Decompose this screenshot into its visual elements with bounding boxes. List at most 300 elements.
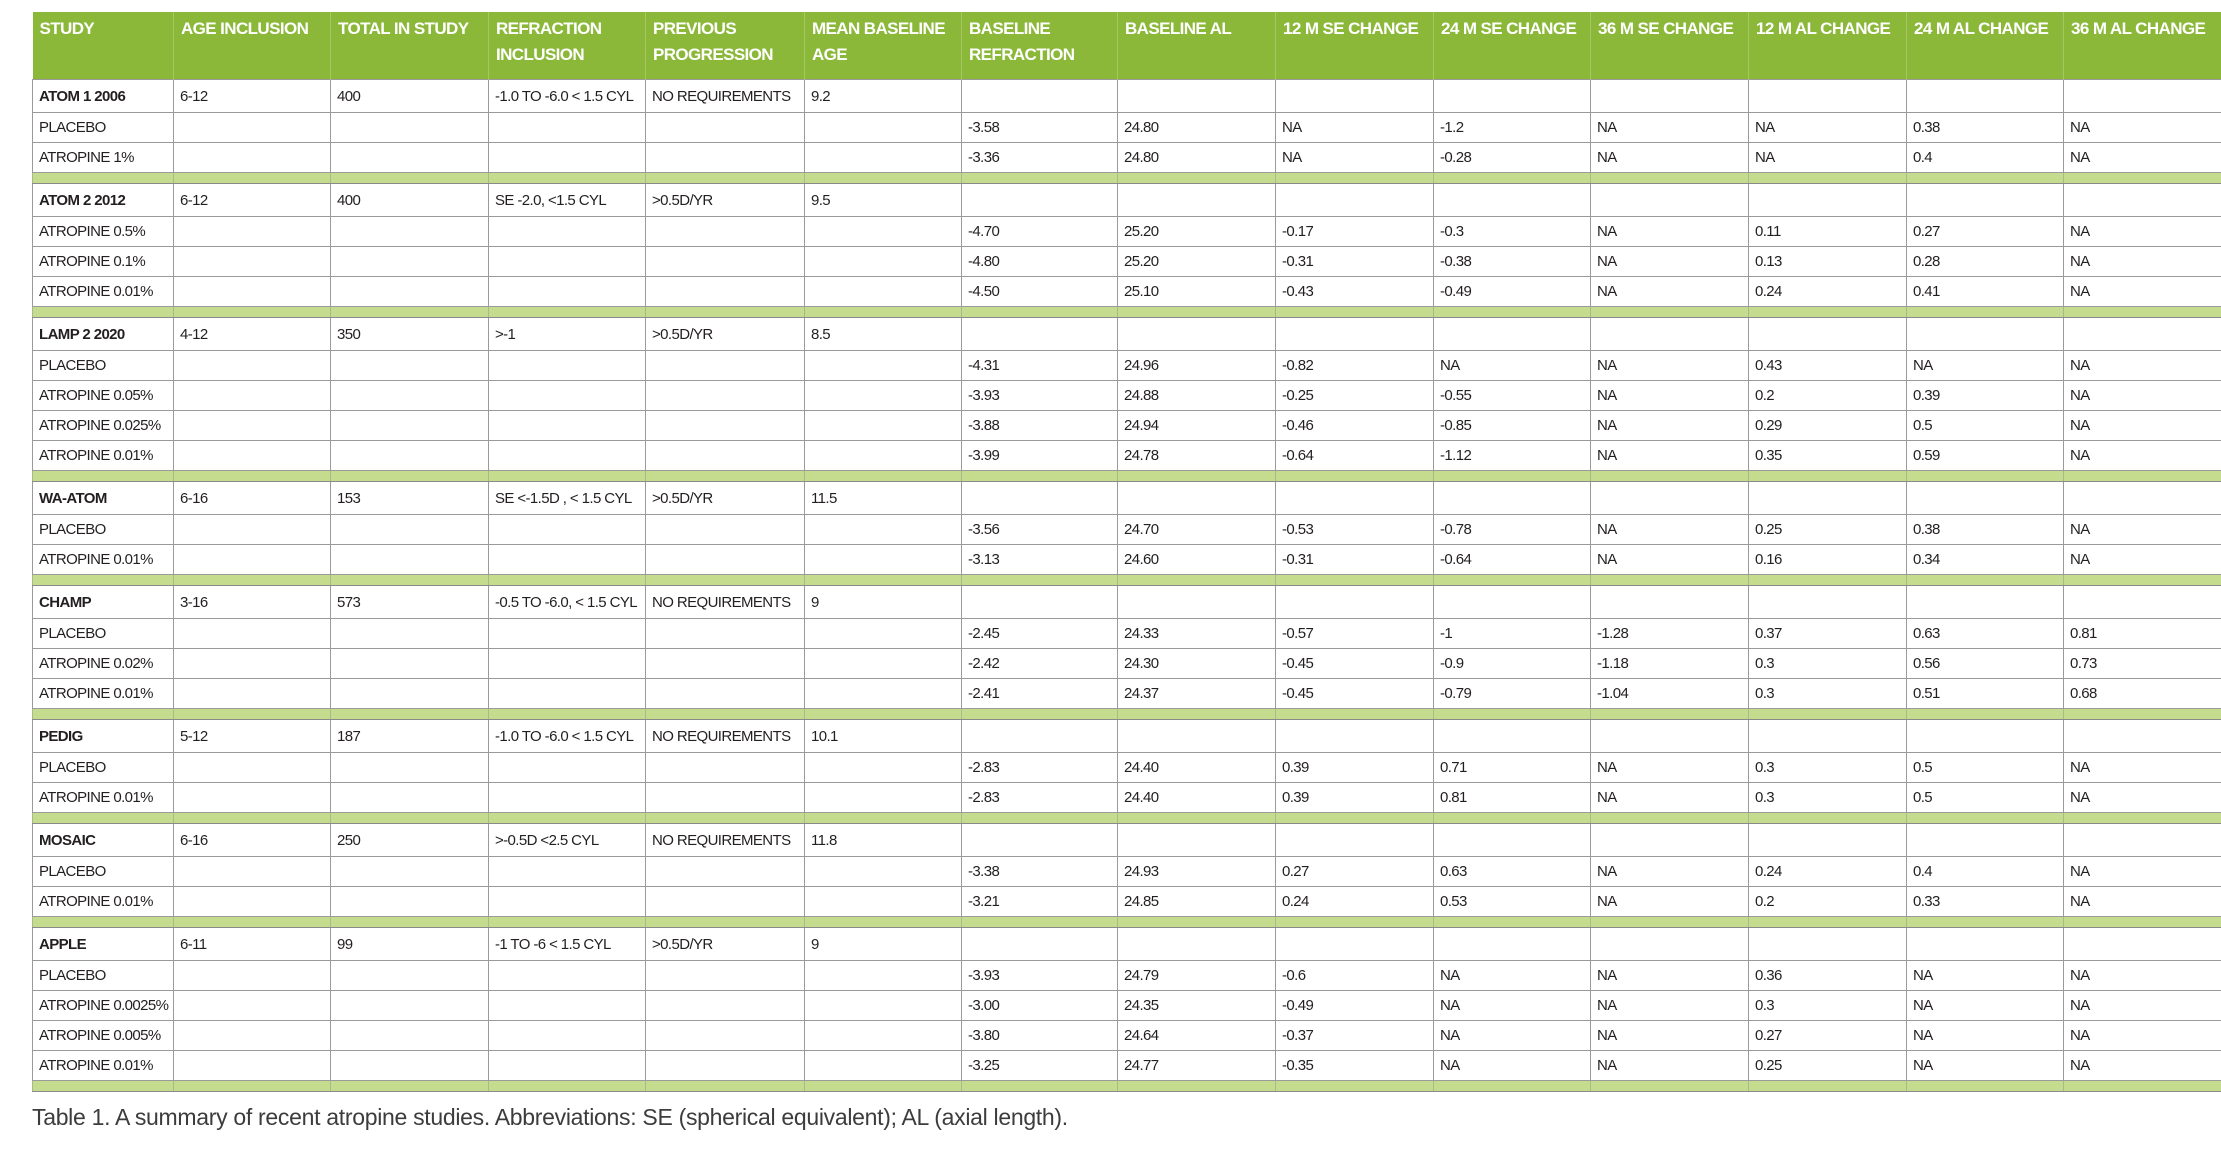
value-cell: NA xyxy=(2064,381,2221,411)
empty-cell xyxy=(1591,482,1749,515)
empty-cell xyxy=(805,887,962,917)
empty-cell xyxy=(1591,928,1749,961)
separator-cell xyxy=(1276,813,1434,824)
separator-cell xyxy=(331,575,489,586)
value-cell: -2.83 xyxy=(962,753,1118,783)
empty-cell xyxy=(646,277,805,307)
empty-cell xyxy=(805,113,962,143)
separator-cell xyxy=(331,173,489,184)
separator-cell xyxy=(1276,307,1434,318)
value-cell: -0.82 xyxy=(1276,351,1434,381)
separator-cell xyxy=(646,575,805,586)
separator-cell xyxy=(962,307,1118,318)
mean-baseline-age-cell: 10.1 xyxy=(805,720,962,753)
value-cell: 0.81 xyxy=(1434,783,1591,813)
empty-cell xyxy=(331,143,489,173)
empty-cell xyxy=(646,887,805,917)
arm-name-cell: ATROPINE 0.02% xyxy=(33,649,174,679)
value-cell: NA xyxy=(2064,991,2221,1021)
value-cell: -0.17 xyxy=(1276,217,1434,247)
separator-cell xyxy=(2064,471,2221,482)
value-cell: NA xyxy=(1434,1021,1591,1051)
empty-cell xyxy=(489,753,646,783)
value-cell: NA xyxy=(2064,1051,2221,1081)
empty-cell xyxy=(1749,824,1907,857)
separator-cell xyxy=(1749,917,1907,928)
empty-cell xyxy=(962,824,1118,857)
empty-cell xyxy=(331,441,489,471)
value-cell: -0.64 xyxy=(1434,545,1591,575)
refraction-inclusion-cell: -1.0 TO -6.0 < 1.5 CYL xyxy=(489,80,646,113)
arm-row xyxy=(33,679,2221,709)
study-row xyxy=(33,184,2221,217)
separator-cell xyxy=(646,917,805,928)
empty-cell xyxy=(1434,928,1591,961)
value-cell: NA xyxy=(1749,113,1907,143)
value-cell: 0.56 xyxy=(1907,649,2064,679)
separator-cell xyxy=(962,471,1118,482)
value-cell: 24.33 xyxy=(1118,619,1276,649)
separator-cell xyxy=(1434,1081,1591,1092)
mean-baseline-age-cell: 9.5 xyxy=(805,184,962,217)
separator-cell xyxy=(33,917,174,928)
empty-cell xyxy=(805,247,962,277)
empty-cell xyxy=(805,217,962,247)
separator-cell xyxy=(1591,709,1749,720)
separator-cell xyxy=(1907,307,2064,318)
value-cell: NA xyxy=(1907,1051,2064,1081)
arm-name-cell: ATROPINE 0.005% xyxy=(33,1021,174,1051)
empty-cell xyxy=(174,1051,331,1081)
value-cell: 0.34 xyxy=(1907,545,2064,575)
value-cell: NA xyxy=(1591,411,1749,441)
empty-cell xyxy=(331,783,489,813)
value-cell: NA xyxy=(1591,515,1749,545)
value-cell: 0.59 xyxy=(1907,441,2064,471)
empty-cell xyxy=(174,441,331,471)
arm-name-cell: PLACEBO xyxy=(33,857,174,887)
empty-cell xyxy=(646,991,805,1021)
arm-name-cell: ATROPINE 0.01% xyxy=(33,545,174,575)
separator-cell xyxy=(1276,173,1434,184)
empty-cell xyxy=(805,961,962,991)
value-cell: 0.25 xyxy=(1749,1051,1907,1081)
empty-cell xyxy=(1907,80,2064,113)
value-cell: 24.79 xyxy=(1118,961,1276,991)
empty-cell xyxy=(1276,184,1434,217)
arm-row xyxy=(33,619,2221,649)
value-cell: -4.50 xyxy=(962,277,1118,307)
empty-cell xyxy=(2064,80,2221,113)
value-cell: NA xyxy=(1749,143,1907,173)
arm-name-cell: ATROPINE 0.0025% xyxy=(33,991,174,1021)
empty-cell xyxy=(1749,482,1907,515)
arm-name-cell: PLACEBO xyxy=(33,351,174,381)
arm-name-cell: PLACEBO xyxy=(33,619,174,649)
column-header: 12 M AL CHANGE xyxy=(1749,12,1907,80)
value-cell: -0.79 xyxy=(1434,679,1591,709)
value-cell: NA xyxy=(1591,277,1749,307)
empty-cell xyxy=(1907,586,2064,619)
separator-cell xyxy=(1907,917,2064,928)
separator-cell xyxy=(646,1081,805,1092)
separator-cell xyxy=(33,307,174,318)
empty-cell xyxy=(331,961,489,991)
study-row xyxy=(33,586,2221,619)
arm-row xyxy=(33,545,2221,575)
arm-name-cell: PLACEBO xyxy=(33,515,174,545)
separator-cell xyxy=(1591,575,1749,586)
value-cell: 0.29 xyxy=(1749,411,1907,441)
arm-row xyxy=(33,411,2221,441)
value-cell: 0.81 xyxy=(2064,619,2221,649)
empty-cell xyxy=(1434,482,1591,515)
value-cell: NA xyxy=(2064,247,2221,277)
arm-row xyxy=(33,143,2221,173)
empty-cell xyxy=(646,649,805,679)
value-cell: 0.51 xyxy=(1907,679,2064,709)
separator-cell xyxy=(174,1081,331,1092)
empty-cell xyxy=(489,1051,646,1081)
value-cell: 0.63 xyxy=(1907,619,2064,649)
separator-cell xyxy=(962,709,1118,720)
empty-cell xyxy=(805,649,962,679)
separator-cell xyxy=(33,575,174,586)
empty-cell xyxy=(1749,318,1907,351)
empty-cell xyxy=(1749,928,1907,961)
value-cell: -3.56 xyxy=(962,515,1118,545)
value-cell: 0.5 xyxy=(1907,783,2064,813)
value-cell: 0.71 xyxy=(1434,753,1591,783)
empty-cell xyxy=(489,857,646,887)
empty-cell xyxy=(805,753,962,783)
empty-cell xyxy=(331,679,489,709)
empty-cell xyxy=(1749,80,1907,113)
value-cell: -2.83 xyxy=(962,783,1118,813)
empty-cell xyxy=(1276,80,1434,113)
previous-progression-cell: NO REQUIREMENTS xyxy=(646,80,805,113)
value-cell: NA xyxy=(1907,351,2064,381)
arm-row xyxy=(33,277,2221,307)
total-in-study-cell: 573 xyxy=(331,586,489,619)
age-inclusion-cell: 6-16 xyxy=(174,824,331,857)
value-cell: 0.4 xyxy=(1907,143,2064,173)
total-in-study-cell: 250 xyxy=(331,824,489,857)
table-header-row xyxy=(33,12,2221,80)
empty-cell xyxy=(1591,720,1749,753)
separator-cell xyxy=(331,1081,489,1092)
empty-cell xyxy=(805,411,962,441)
value-cell: -0.38 xyxy=(1434,247,1591,277)
empty-cell xyxy=(805,1021,962,1051)
separator-cell xyxy=(1118,471,1276,482)
refraction-inclusion-cell: -0.5 TO -6.0, < 1.5 CYL xyxy=(489,586,646,619)
value-cell: 0.5 xyxy=(1907,411,2064,441)
empty-cell xyxy=(174,1021,331,1051)
value-cell: 24.80 xyxy=(1118,113,1276,143)
value-cell: 0.28 xyxy=(1907,247,2064,277)
value-cell: -0.31 xyxy=(1276,247,1434,277)
empty-cell xyxy=(174,619,331,649)
empty-cell xyxy=(646,619,805,649)
separator-cell xyxy=(1118,1081,1276,1092)
arm-name-cell: PLACEBO xyxy=(33,961,174,991)
column-header: 24 M AL CHANGE xyxy=(1907,12,2064,80)
empty-cell xyxy=(805,857,962,887)
column-header: BASELINE REFRACTION xyxy=(962,12,1118,80)
empty-cell xyxy=(646,753,805,783)
empty-cell xyxy=(331,887,489,917)
value-cell: 0.73 xyxy=(2064,649,2221,679)
separator-cell xyxy=(1749,307,1907,318)
empty-cell xyxy=(1118,482,1276,515)
value-cell: 0.24 xyxy=(1276,887,1434,917)
value-cell: -3.21 xyxy=(962,887,1118,917)
value-cell: NA xyxy=(1591,545,1749,575)
value-cell: 0.3 xyxy=(1749,991,1907,1021)
value-cell: -2.42 xyxy=(962,649,1118,679)
arm-row xyxy=(33,381,2221,411)
value-cell: NA xyxy=(2064,961,2221,991)
arm-row xyxy=(33,857,2221,887)
group-separator-row xyxy=(33,917,2221,928)
value-cell: -0.25 xyxy=(1276,381,1434,411)
empty-cell xyxy=(1907,184,2064,217)
arm-name-cell: ATROPINE 0.01% xyxy=(33,887,174,917)
arm-row xyxy=(33,1051,2221,1081)
separator-cell xyxy=(174,813,331,824)
separator-cell xyxy=(1749,471,1907,482)
value-cell: 25.10 xyxy=(1118,277,1276,307)
empty-cell xyxy=(331,217,489,247)
column-header: REFRACTION INCLUSION xyxy=(489,12,646,80)
empty-cell xyxy=(646,515,805,545)
refraction-inclusion-cell: >-0.5D <2.5 CYL xyxy=(489,824,646,857)
empty-cell xyxy=(331,277,489,307)
empty-cell xyxy=(2064,482,2221,515)
arm-name-cell: ATROPINE 1% xyxy=(33,143,174,173)
value-cell: -1.28 xyxy=(1591,619,1749,649)
separator-cell xyxy=(646,709,805,720)
separator-cell xyxy=(1434,917,1591,928)
empty-cell xyxy=(489,1021,646,1051)
separator-cell xyxy=(1118,813,1276,824)
separator-cell xyxy=(1434,813,1591,824)
empty-cell xyxy=(489,381,646,411)
empty-cell xyxy=(805,515,962,545)
total-in-study-cell: 400 xyxy=(331,184,489,217)
empty-cell xyxy=(1276,928,1434,961)
value-cell: -0.37 xyxy=(1276,1021,1434,1051)
total-in-study-cell: 350 xyxy=(331,318,489,351)
mean-baseline-age-cell: 9.2 xyxy=(805,80,962,113)
value-cell: 0.4 xyxy=(1907,857,2064,887)
value-cell: NA xyxy=(2064,113,2221,143)
previous-progression-cell: >0.5D/YR xyxy=(646,318,805,351)
column-header: TOTAL IN STUDY xyxy=(331,12,489,80)
empty-cell xyxy=(331,381,489,411)
value-cell: -3.58 xyxy=(962,113,1118,143)
value-cell: 24.80 xyxy=(1118,143,1276,173)
separator-cell xyxy=(1276,917,1434,928)
empty-cell xyxy=(1118,80,1276,113)
value-cell: NA xyxy=(2064,411,2221,441)
study-row xyxy=(33,482,2221,515)
value-cell: NA xyxy=(2064,515,2221,545)
separator-cell xyxy=(33,471,174,482)
separator-cell xyxy=(489,575,646,586)
value-cell: 0.3 xyxy=(1749,679,1907,709)
empty-cell xyxy=(805,351,962,381)
value-cell: 0.27 xyxy=(1907,217,2064,247)
age-inclusion-cell: 3-16 xyxy=(174,586,331,619)
value-cell: NA xyxy=(2064,143,2221,173)
column-header: MEAN BASELINE AGE xyxy=(805,12,962,80)
column-header: STUDY xyxy=(33,12,174,80)
value-cell: 0.3 xyxy=(1749,783,1907,813)
value-cell: 0.3 xyxy=(1749,649,1907,679)
arm-row xyxy=(33,113,2221,143)
empty-cell xyxy=(646,1021,805,1051)
empty-cell xyxy=(646,679,805,709)
value-cell: -0.45 xyxy=(1276,679,1434,709)
empty-cell xyxy=(805,277,962,307)
empty-cell xyxy=(489,441,646,471)
value-cell: 24.96 xyxy=(1118,351,1276,381)
empty-cell xyxy=(962,184,1118,217)
empty-cell xyxy=(1749,720,1907,753)
empty-cell xyxy=(805,143,962,173)
empty-cell xyxy=(962,928,1118,961)
separator-cell xyxy=(805,709,962,720)
empty-cell xyxy=(646,545,805,575)
arm-row xyxy=(33,887,2221,917)
previous-progression-cell: >0.5D/YR xyxy=(646,482,805,515)
value-cell: -3.38 xyxy=(962,857,1118,887)
age-inclusion-cell: 6-16 xyxy=(174,482,331,515)
separator-cell xyxy=(805,1081,962,1092)
separator-cell xyxy=(962,1081,1118,1092)
study-row xyxy=(33,824,2221,857)
value-cell: -3.13 xyxy=(962,545,1118,575)
previous-progression-cell: NO REQUIREMENTS xyxy=(646,720,805,753)
value-cell: -3.36 xyxy=(962,143,1118,173)
separator-cell xyxy=(1749,709,1907,720)
value-cell: NA xyxy=(1591,113,1749,143)
separator-cell xyxy=(331,917,489,928)
arm-row xyxy=(33,1021,2221,1051)
value-cell: 24.60 xyxy=(1118,545,1276,575)
value-cell: NA xyxy=(1591,857,1749,887)
empty-cell xyxy=(489,247,646,277)
value-cell: 0.5 xyxy=(1907,753,2064,783)
empty-cell xyxy=(1907,720,2064,753)
value-cell: -3.00 xyxy=(962,991,1118,1021)
separator-cell xyxy=(962,917,1118,928)
value-cell: -4.70 xyxy=(962,217,1118,247)
value-cell: 24.64 xyxy=(1118,1021,1276,1051)
value-cell: NA xyxy=(1434,961,1591,991)
value-cell: -0.55 xyxy=(1434,381,1591,411)
value-cell: -4.31 xyxy=(962,351,1118,381)
age-inclusion-cell: 6-12 xyxy=(174,80,331,113)
group-separator-row xyxy=(33,471,2221,482)
separator-cell xyxy=(174,307,331,318)
arm-name-cell: ATROPINE 0.01% xyxy=(33,441,174,471)
previous-progression-cell: NO REQUIREMENTS xyxy=(646,586,805,619)
value-cell: -0.78 xyxy=(1434,515,1591,545)
value-cell: -1.2 xyxy=(1434,113,1591,143)
empty-cell xyxy=(1749,184,1907,217)
empty-cell xyxy=(646,143,805,173)
value-cell: NA xyxy=(1907,991,2064,1021)
value-cell: NA xyxy=(1591,217,1749,247)
empty-cell xyxy=(646,961,805,991)
empty-cell xyxy=(2064,928,2221,961)
value-cell: 25.20 xyxy=(1118,247,1276,277)
value-cell: NA xyxy=(2064,545,2221,575)
empty-cell xyxy=(1276,586,1434,619)
empty-cell xyxy=(489,545,646,575)
value-cell: 0.3 xyxy=(1749,753,1907,783)
empty-cell xyxy=(1434,318,1591,351)
separator-cell xyxy=(489,173,646,184)
separator-cell xyxy=(331,813,489,824)
value-cell: 0.37 xyxy=(1749,619,1907,649)
separator-cell xyxy=(33,173,174,184)
empty-cell xyxy=(174,991,331,1021)
refraction-inclusion-cell: -1.0 TO -6.0 < 1.5 CYL xyxy=(489,720,646,753)
refraction-inclusion-cell: SE <-1.5D , < 1.5 CYL xyxy=(489,482,646,515)
value-cell: NA xyxy=(1907,961,2064,991)
separator-cell xyxy=(646,813,805,824)
separator-cell xyxy=(646,471,805,482)
previous-progression-cell: NO REQUIREMENTS xyxy=(646,824,805,857)
empty-cell xyxy=(805,991,962,1021)
value-cell: 0.16 xyxy=(1749,545,1907,575)
separator-cell xyxy=(646,173,805,184)
empty-cell xyxy=(489,217,646,247)
arm-row xyxy=(33,783,2221,813)
value-cell: NA xyxy=(1591,961,1749,991)
value-cell: 24.78 xyxy=(1118,441,1276,471)
arm-name-cell: ATROPINE 0.05% xyxy=(33,381,174,411)
empty-cell xyxy=(331,649,489,679)
value-cell: -0.6 xyxy=(1276,961,1434,991)
separator-cell xyxy=(489,813,646,824)
empty-cell xyxy=(646,247,805,277)
empty-cell xyxy=(331,351,489,381)
value-cell: 0.33 xyxy=(1907,887,2064,917)
separator-cell xyxy=(805,575,962,586)
previous-progression-cell: >0.5D/YR xyxy=(646,184,805,217)
separator-cell xyxy=(2064,307,2221,318)
value-cell: NA xyxy=(2064,783,2221,813)
empty-cell xyxy=(1749,586,1907,619)
value-cell: NA xyxy=(2064,1021,2221,1051)
empty-cell xyxy=(489,619,646,649)
study-name-cell: WA-ATOM xyxy=(33,482,174,515)
separator-cell xyxy=(1591,917,1749,928)
empty-cell xyxy=(1591,184,1749,217)
separator-cell xyxy=(1118,709,1276,720)
empty-cell xyxy=(489,961,646,991)
empty-cell xyxy=(489,991,646,1021)
empty-cell xyxy=(646,351,805,381)
empty-cell xyxy=(646,217,805,247)
value-cell: NA xyxy=(1591,887,1749,917)
arm-row xyxy=(33,991,2221,1021)
